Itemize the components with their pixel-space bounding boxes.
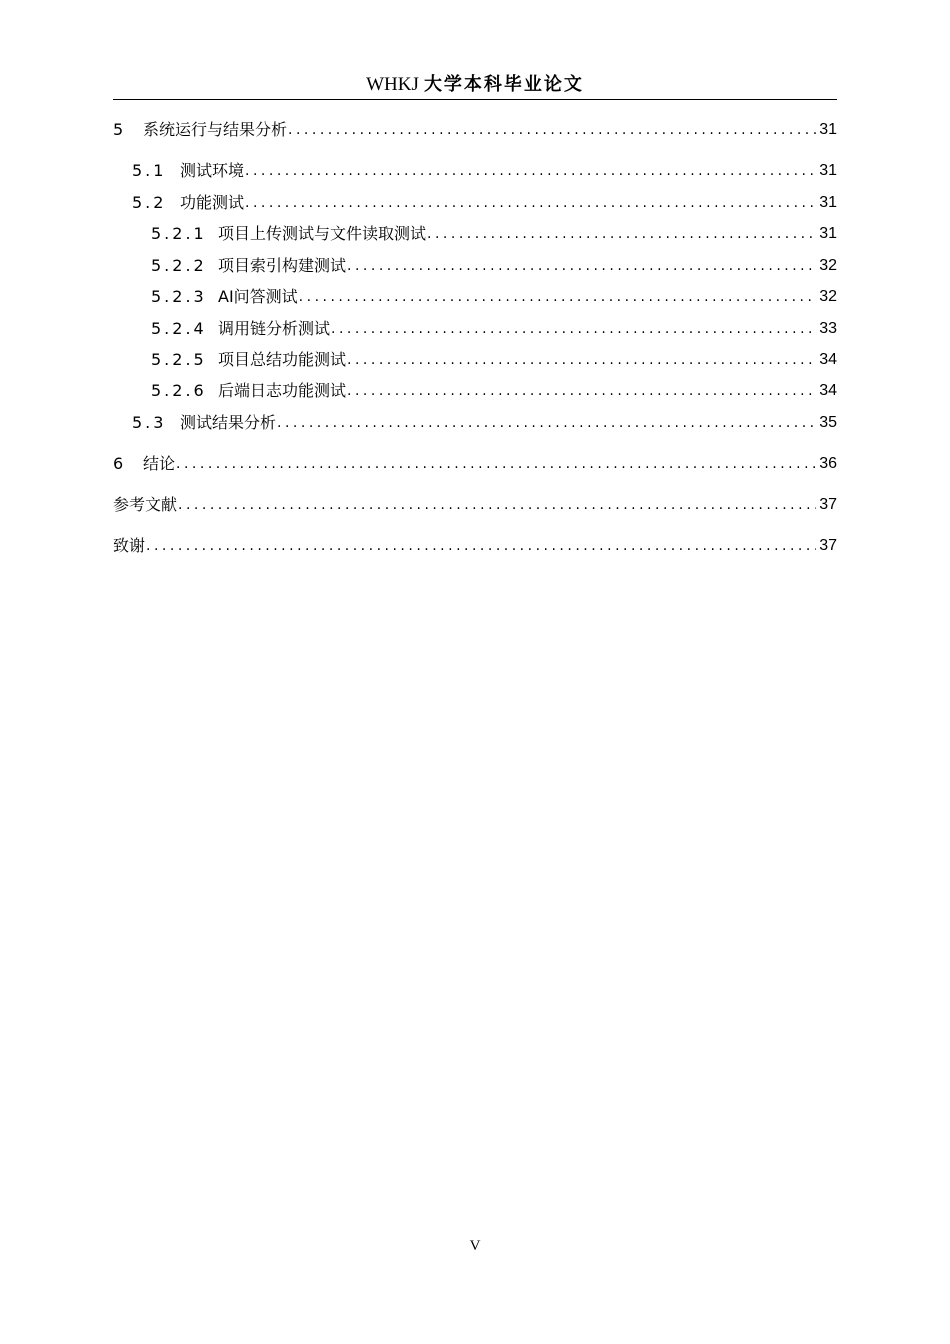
toc-entry-page: 36: [819, 455, 837, 472]
toc-entry-page: 31: [819, 121, 837, 138]
toc-entry-subsection-5-2-5[interactable]: [113, 342, 837, 370]
toc-entry-section-5-2[interactable]: [113, 185, 837, 213]
toc-leader-dots: [347, 256, 816, 276]
toc-leader-dots: [277, 413, 816, 433]
toc-entry-number: 5.2.3: [151, 287, 207, 306]
toc-leader-dots: [299, 287, 817, 307]
toc-entry-subsection-5-2-1[interactable]: [113, 216, 837, 244]
toc-entry-title: 测试环境: [180, 161, 245, 180]
toc-entry-references[interactable]: [113, 487, 837, 515]
toc-entry-subsection-5-2-3[interactable]: [113, 279, 837, 307]
toc-entry-title: 致谢: [113, 536, 146, 555]
toc-entry-subsection-5-2-6[interactable]: [113, 373, 837, 401]
toc-entry-number: 5.2.1: [151, 224, 207, 243]
toc-entry-title: AI问答测试: [218, 287, 298, 306]
toc-entry-title: 结论: [143, 454, 176, 473]
toc-entry-number: 5: [113, 120, 127, 139]
toc-entry-chapter-6[interactable]: [113, 446, 837, 474]
toc-entry-number: 5.2.5: [151, 350, 207, 369]
header-school-code: WHKJ: [366, 74, 419, 95]
toc-leader-dots: [146, 536, 816, 556]
toc-entry-number: 6: [113, 454, 127, 473]
toc-entry-title: 项目上传测试与文件读取测试: [218, 224, 427, 243]
toc-leader-dots: [347, 350, 816, 370]
toc-entry-title: 项目索引构建测试: [218, 256, 347, 275]
toc-entry-number: 5.1: [132, 161, 167, 180]
toc-entry-section-5-3[interactable]: [113, 405, 837, 433]
toc-entry-title: 调用链分析测试: [218, 319, 331, 338]
toc-entry-title: 参考文献: [113, 495, 178, 514]
toc-leader-dots: [427, 224, 816, 244]
toc-entry-title: 系统运行与结果分析: [143, 120, 288, 139]
toc-entry-subsection-5-2-4[interactable]: [113, 311, 837, 339]
toc-entry-page: 32: [819, 288, 837, 305]
toc-entry-page: 34: [819, 351, 837, 368]
toc-entry-chapter-5[interactable]: [113, 112, 837, 140]
toc-entry-page: 35: [819, 414, 837, 431]
toc-entry-number: 5.2: [132, 193, 167, 212]
toc-leader-dots: [347, 381, 816, 401]
toc-entry-title: 测试结果分析: [180, 413, 277, 432]
toc-entry-acknowledgements[interactable]: [113, 528, 837, 556]
toc-entry-number: 5.3: [132, 413, 167, 432]
header-title: 大学本科毕业论文: [423, 74, 584, 95]
page-number: V: [469, 1238, 481, 1254]
toc-entry-page: 31: [819, 194, 837, 211]
toc-leader-dots: [288, 120, 816, 140]
toc-leader-dots: [176, 454, 816, 474]
toc-leader-dots: [331, 319, 816, 339]
toc-entry-section-5-1[interactable]: [113, 153, 837, 181]
toc-entry-title: 后端日志功能测试: [218, 381, 347, 400]
toc-leader-dots: [245, 193, 816, 213]
toc-entry-number: 5.2.6: [151, 381, 207, 400]
toc-entry-number: 5.2.2: [151, 256, 207, 275]
toc-entry-page: 31: [819, 162, 837, 179]
toc-entry-number: 5.2.4: [151, 319, 207, 338]
toc-entry-page: 37: [819, 537, 837, 554]
toc-entry-page: 37: [819, 496, 837, 513]
toc-entry-page: 34: [819, 382, 837, 399]
toc-entry-title: 功能测试: [180, 193, 245, 212]
page-header: [113, 70, 837, 100]
toc-leader-dots: [245, 161, 816, 181]
toc-entry-page: 33: [819, 320, 837, 337]
toc-entry-page: 32: [819, 257, 837, 274]
toc-entry-page: 31: [819, 225, 837, 242]
toc-entry-subsection-5-2-2[interactable]: [113, 248, 837, 276]
toc-leader-dots: [178, 495, 816, 515]
toc-entry-title: 项目总结功能测试: [218, 350, 347, 369]
